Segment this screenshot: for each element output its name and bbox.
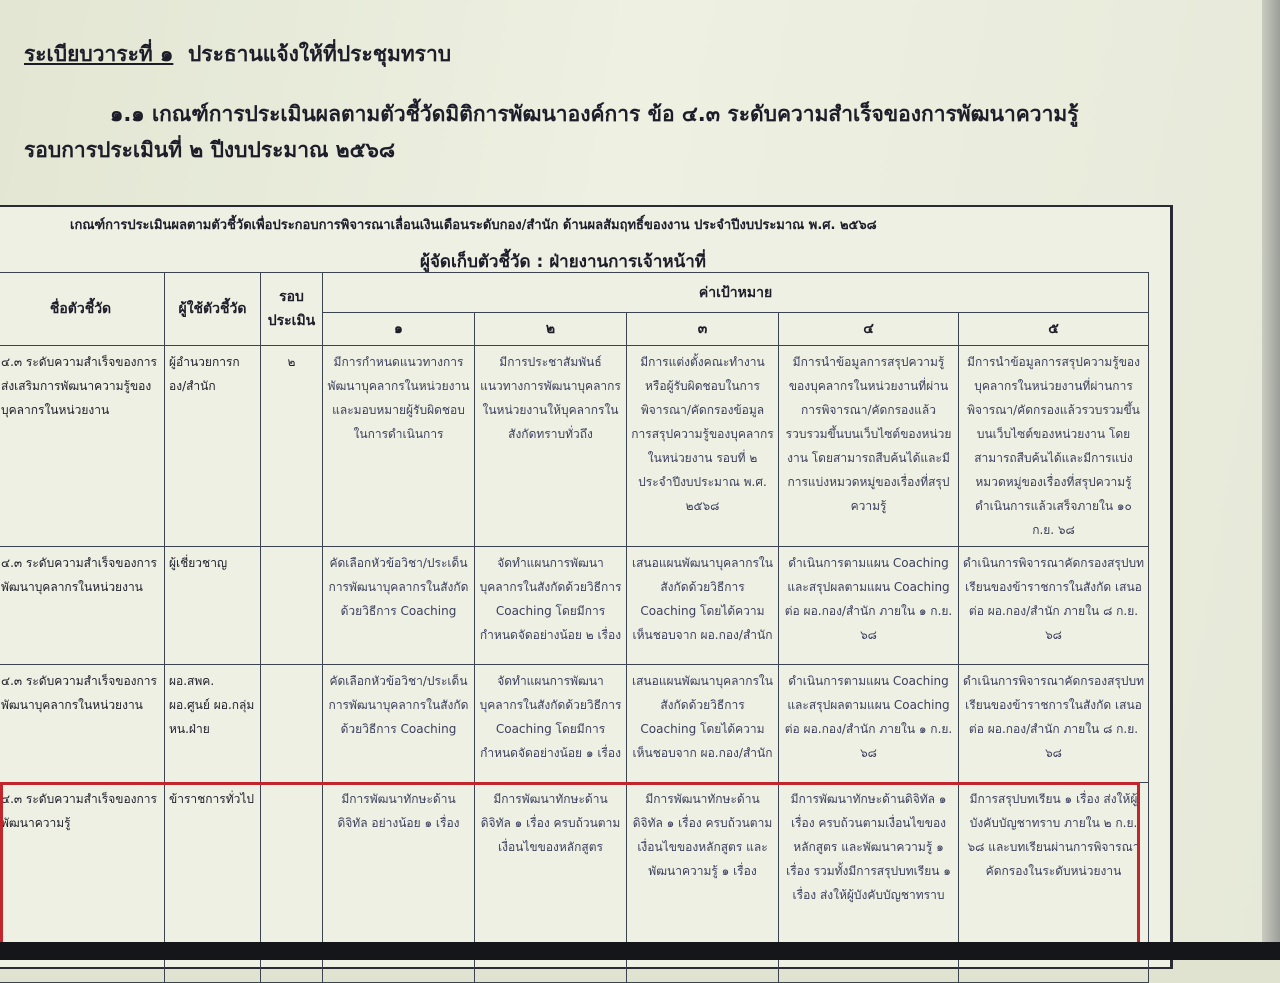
- kpi-table: [0, 272, 1149, 983]
- header-level-3: ๓: [627, 313, 779, 346]
- row-level-3: เสนอแผนพัฒนาบุคลากรในสังกัดด้วยวิธีการ Coaching โดยได้ความเห็นชอบจาก ผอ.กอง/สำนัก: [627, 547, 779, 665]
- row-level-2: จัดทำแผนการพัฒนาบุคลากรในสังกัดด้วยวิธีการ Coaching โดยมีการกำหนดจัดอย่างน้อย ๑ เรื่อง: [475, 665, 627, 783]
- screen-bezel-right: [1262, 0, 1280, 960]
- agenda-heading-label: ระเบียบวาระที่ ๑: [24, 42, 174, 66]
- row-indicator: ๔.๓ ระดับความสำเร็จของการส่งเสริมการพัฒนาความรู้ของบุคลากรในหน่วยงาน: [0, 346, 165, 547]
- row-indicator: ๔.๓ ระดับความสำเร็จของการพัฒนาบุคลากรในหน่วยงาน: [0, 547, 165, 665]
- row-level-4: ดำเนินการตามแผน Coaching และสรุปผลตามแผน Coaching ต่อ ผอ.กอง/สำนัก ภายใน ๑ ก.ย. ๖๘: [779, 665, 959, 783]
- row-round: ๒: [261, 346, 323, 547]
- row-level-1: มีการกำหนดแนวทางการพัฒนาบุคลากรในหน่วยงานและมอบหมายผู้รับผิดชอบในการดำเนินการ: [323, 346, 475, 547]
- row-level-4: ดำเนินการตามแผน Coaching และสรุปผลตามแผน Coaching ต่อ ผอ.กอง/สำนัก ภายใน ๑ ก.ย. ๖๘: [779, 547, 959, 665]
- row-level-2: มีการพัฒนาทักษะด้านดิจิทัล ๑ เรื่อง ครบถ้วนตามเงื่อนไขของหลักสูตร: [475, 783, 627, 983]
- header-target: ค่าเป้าหมาย: [323, 273, 1149, 313]
- row-user: ผู้เชี่ยวชาญ: [165, 547, 261, 665]
- assessment-round: รอบการประเมินที่ ๒ ปีงบประมาณ ๒๕๖๘: [24, 138, 396, 162]
- row-level-3: มีการพัฒนาทักษะด้านดิจิทัล ๑ เรื่อง ครบถ้วนตามเงื่อนไขของหลักสูตร และพัฒนาความรู้ ๑ เรื่อง: [627, 783, 779, 983]
- row-indicator: ๔.๓ ระดับความสำเร็จของการพัฒนาบุคลากรในหน่วยงาน: [0, 665, 165, 783]
- table-row: [0, 346, 1149, 547]
- table-subcaption: ผู้จัดเก็บตัวชี้วัด : ฝ่ายงานการเจ้าหน้าที่: [420, 252, 707, 272]
- table-row: [0, 547, 1149, 665]
- row-user: ข้าราชการทั่วไป: [165, 783, 261, 983]
- row-indicator: ๔.๓ ระดับความสำเร็จของการพัฒนาความรู้: [0, 783, 165, 983]
- row-round: [261, 547, 323, 665]
- row-level-1: คัดเลือกหัวข้อวิชา/ประเด็นการพัฒนาบุคลากรในสังกัดด้วยวิธีการ Coaching: [323, 547, 475, 665]
- row-level-5: ดำเนินการพิจารณาคัดกรองสรุปบทเรียนของข้าราชการในสังกัด เสนอต่อ ผอ.กอง/สำนัก ภายใน ๘ ก.ย. ๖๘: [959, 547, 1149, 665]
- row-level-3: เสนอแผนพัฒนาบุคลากรในสังกัดด้วยวิธีการ Coaching โดยได้ความเห็นชอบจาก ผอ.กอง/สำนัก: [627, 665, 779, 783]
- agenda-heading-rest: ประธานแจ้งให้ที่ประชุมทราบ: [187, 42, 452, 66]
- row-round: [261, 665, 323, 783]
- row-level-4: มีการพัฒนาทักษะด้านดิจิทัล ๑ เรื่อง ครบถ้วนตามเงื่อนไขของหลักสูตร และพัฒนาความรู้ ๑ เรื่อง รวมทั้งมีการสรุปบทเรียน ๑ เรื่อง ส่งให้ผู้บังคับบัญชาทราบ: [779, 783, 959, 983]
- agenda-item: ๑.๑ เกณฑ์การประเมินผลตามตัวชี้วัดมิติการพัฒนาองค์การ ข้อ ๔.๓ ระดับความสำเร็จของการพัฒนาความรู้: [110, 102, 1079, 126]
- agenda-heading: [24, 38, 451, 71]
- row-level-2: จัดทำแผนการพัฒนาบุคลากรในสังกัดด้วยวิธีการ Coaching โดยมีการกำหนดจัดอย่างน้อย ๒ เรื่อง: [475, 547, 627, 665]
- table-caption: เกณฑ์การประเมินผลตามตัวชี้วัดเพื่อประกอบการพิจารณาเลื่อนเงินเดือนระดับกอง/สำนัก ด้านผลสัมฤทธิ์ของงาน ประจำปีงบประมาณ พ.ศ. ๒๕๖๘: [70, 218, 877, 233]
- row-level-5: มีการสรุปบทเรียน ๑ เรื่อง ส่งให้ผู้บังคับบัญชาทราบ ภายใน ๒ ก.ย. ๖๘ และบทเรียนผ่านการพิจารณาคัดกรองในระดับหน่วยงาน: [959, 783, 1149, 983]
- row-user: ผู้อำนวยการกอง/สำนัก: [165, 346, 261, 547]
- header-level-5: ๕: [959, 313, 1149, 346]
- screen-bezel-bottom: [0, 942, 1280, 960]
- row-level-2: มีการประชาสัมพันธ์แนวทางการพัฒนาบุคลากรในหน่วยงานให้บุคลากรในสังกัดทราบทั่วถึง: [475, 346, 627, 547]
- row-level-3: มีการแต่งตั้งคณะทำงานหรือผู้รับผิดชอบในการพิจารณา/คัดกรองข้อมูลการสรุปความรู้ของบุคลากรในหน่วยงาน รอบที่ ๒ ประจำปีงบประมาณ พ.ศ. ๒๕๖๘: [627, 346, 779, 547]
- row-level-4: มีการนำข้อมูลการสรุปความรู้ของบุคลากรในหน่วยงานที่ผ่านการพิจารณา/คัดกรองแล้วรวบรวมขึ้นบนเว็บไซต์ของหน่วยงาน โดยสามารถสืบค้นได้และมีการแบ่งหมวดหมู่ของเรื่องที่สรุปความรู้: [779, 346, 959, 547]
- row-level-1: มีการพัฒนาทักษะด้านดิจิทัล อย่างน้อย ๑ เรื่อง: [323, 783, 475, 983]
- header-round: รอบ ประเมิน: [261, 273, 323, 346]
- row-level-1: คัดเลือกหัวข้อวิชา/ประเด็นการพัฒนาบุคลากรในสังกัดด้วยวิธีการ Coaching: [323, 665, 475, 783]
- header-indicator: ชื่อตัวชี้วัด: [0, 273, 165, 346]
- header-level-2: ๒: [475, 313, 627, 346]
- table-row: [0, 665, 1149, 783]
- row-user: ผอ.สพค. ผอ.ศูนย์ ผอ.กลุ่ม หน.ฝ่าย: [165, 665, 261, 783]
- row-level-5: ดำเนินการพิจารณาคัดกรองสรุปบทเรียนของข้าราชการในสังกัด เสนอต่อ ผอ.กอง/สำนัก ภายใน ๘ ก.ย. ๖๘: [959, 665, 1149, 783]
- header-user: ผู้ใช้ตัวชี้วัด: [165, 273, 261, 346]
- header-level-4: ๔: [779, 313, 959, 346]
- header-level-1: ๑: [323, 313, 475, 346]
- row-level-5: มีการนำข้อมูลการสรุปความรู้ของบุคลากรในหน่วยงานที่ผ่านการพิจารณา/คัดกรองแล้วรวบรวมขึ้นบนเว็บไซต์ของหน่วยงาน โดยสามารถสืบค้นได้และมีการแบ่งหมวดหมู่ของเรื่องที่สรุปความรู้ ดำเนินการแล้วเสร็จภายใน ๑๐ ก.ย. ๖๘: [959, 346, 1149, 547]
